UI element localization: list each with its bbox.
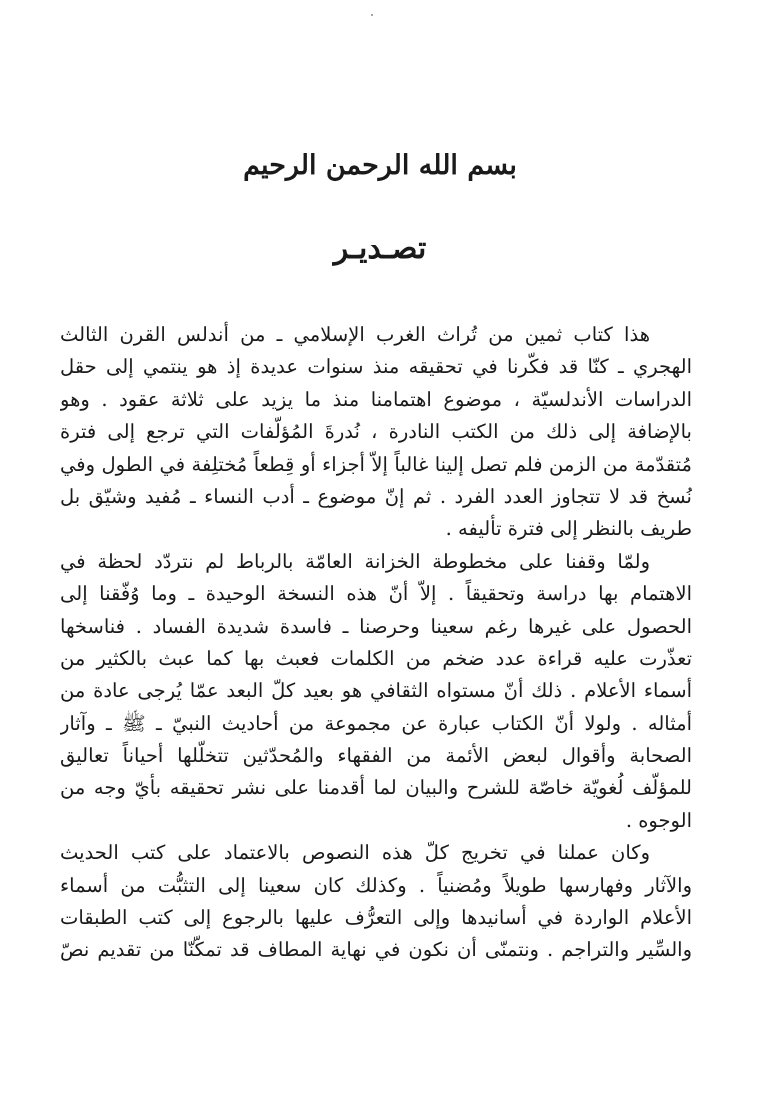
text-line: والسِّير والتراجم . ونتمنّى أن نكون في نهاية المطاف قد تمكّنّا من تقديم نصّ bbox=[60, 938, 692, 962]
text-line: نُسخ قد لا تتجاوز العدد الفرد . ثم إنّ موضوع ـ أدب النساء ـ مُفيد وشيّق بل bbox=[60, 484, 692, 508]
scan-speck bbox=[371, 14, 373, 16]
text-line: أسماء الأعلام . ذلك أنّ مستواه الثقافي هو بعيد كلّ البعد عمّا يُرجى عادة من bbox=[60, 679, 692, 703]
text-line: الاهتمام بها دراسة وتحقيقاً . إلاّ أنّ هذه النسخة الوحيدة ـ وما وُفّقنا إلى bbox=[60, 582, 692, 606]
text-line: وكان عملنا في تخريج كلّ هذه النصوص بالاعتماد على كتب الحديث bbox=[60, 841, 650, 865]
text-line: ولمّا وقفنا على مخطوطة الخزانة العامّة بالرباط لم نتردّد لحظة في bbox=[60, 549, 650, 573]
text-line: تعذّرت عليه قراءة عدد ضخم من الكلمات فعبث بها كما عبث بالكثير من bbox=[60, 646, 692, 670]
text-line: الدراسات الأندلسيّة ، موضوع اهتمامنا منذ ما يزيد على ثلاثة عقود . وهو bbox=[60, 387, 692, 411]
text-line: الصحابة وأقوال لبعض الأئمة من الفقهاء والمُحدّثين تتخلّلها أحياناً تعاليق bbox=[60, 744, 692, 768]
text-line: بالإضافة إلى ذلك من الكتب النادرة ، نُدرةَ المُؤلّفات التي ترجع إلى فترة bbox=[60, 420, 692, 444]
text-line: طريف بالنظر إلى فترة تأليفه . bbox=[445, 517, 692, 541]
text-line: للمؤلّف لُغويّة خاصّة للشرح والبيان لما أقدمنا على نشر تحقيقه بأيّ وجه من bbox=[60, 776, 692, 800]
text-line: والآثار وفهارسها طويلاً ومُضنياً . وكذلك كان سعينا إلى التثبُّت من أسماء bbox=[60, 873, 692, 897]
text-line: أمثاله . ولولا أنّ الكتاب عبارة عن مجموعة من أحاديث النبيّ ـ ﷺ ـ وآثار bbox=[60, 711, 692, 735]
text-line: الوجوه . bbox=[625, 808, 692, 832]
text-line: الهجري ـ كنّا قد فكّرنا في تحقيقه منذ سنوات عديدة إذ هو ينتمي إلى حقل bbox=[60, 355, 692, 379]
body-text bbox=[60, 319, 692, 967]
text-line: هذا كتاب ثمين من تُراث الغرب الإسلامي ـ من أندلس القرن الثالث bbox=[60, 323, 650, 346]
basmala: بسم الله الرحمن الرحيم bbox=[243, 150, 517, 181]
text-line: مُتقدّمة من الزمن فلم تصل إلينا غالباً إلاّ أجزاء أو قِطعاً مُختلِفة في الطول وفي bbox=[60, 452, 692, 476]
page-title: تصـديـر bbox=[333, 231, 427, 266]
text-line: الأعلام الواردة في أسانيدها وإلى التعرُّف عليها بالرجوع إلى كتب الطبقات bbox=[60, 906, 692, 930]
text-line: الحصول على غيرها رغم سعينا وحرصنا ـ فاسدة شديدة الفساد . فناسخها bbox=[60, 614, 692, 638]
